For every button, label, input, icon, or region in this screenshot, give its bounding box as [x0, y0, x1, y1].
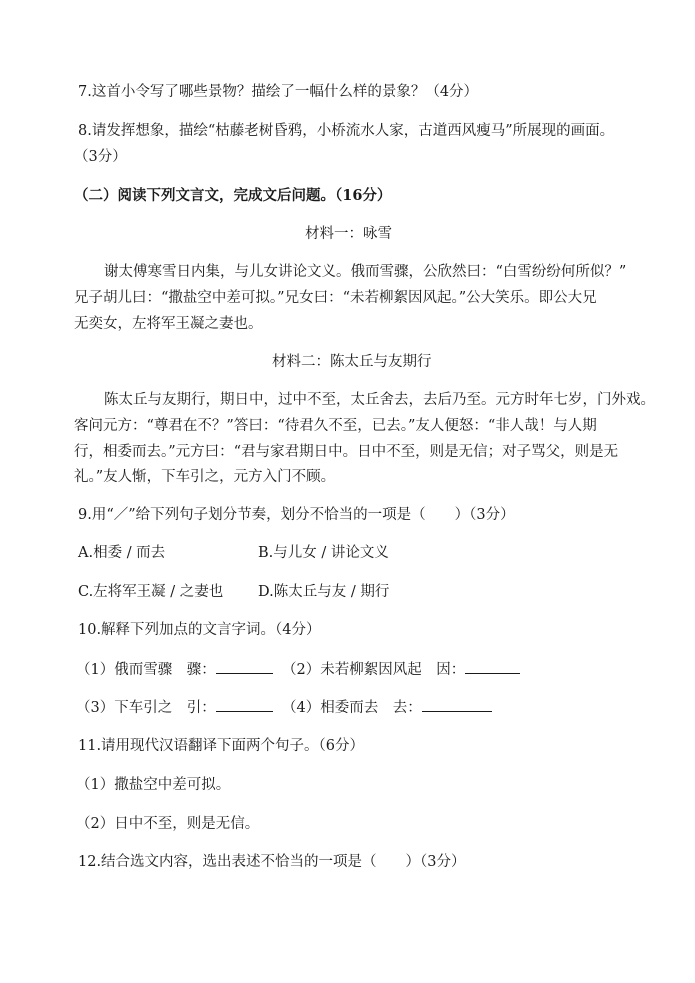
question-8-line-2: （3分） [74, 149, 127, 165]
question-10-item-4-prompt: （4）相委而去 去： [282, 700, 422, 716]
question-10-stem: 10.解释下列加点的文言字词。（4分） [78, 622, 321, 638]
question-10-item-2-prompt: （2）未若柳絮因风起 因： [282, 662, 466, 678]
answer-blank-2[interactable] [465, 659, 520, 674]
question-11-stem: 11.请用现代汉语翻译下面两个句子。（6分） [78, 738, 365, 754]
material-2-line-3: 行，相委而去。”元方曰：“君与家君期日中。日中不至，则是无信；对子骂父，则是无 [74, 444, 619, 460]
material-2-line-1: 陈太丘与友期行，期日中，过中不至，太丘舍去，去后乃至。元方时年七岁，门外戏。 [104, 392, 655, 408]
answer-blank-3[interactable] [216, 697, 273, 712]
question-10-item-2 [282, 659, 520, 680]
material-1-line-2: 兄子胡儿曰：“撒盐空中差可拟。”兄女曰：“未若柳絮因风起。”公大笑乐。即公大兄 [74, 290, 597, 306]
question-9-option-a: A.相委 / 而去 [78, 545, 166, 561]
material-1-line-1: 谢太傅寒雪日内集，与儿女讲论文义。俄而雪骤，公欣然曰：“白雪纷纷何所似？” [104, 264, 627, 280]
question-10-item-4 [282, 697, 492, 718]
material-2-title: 材料二：陈太丘与友期行 [272, 354, 432, 370]
question-8-line-1: 8.请发挥想象，描绘“枯藤老树昏鸦，小桥流水人家，古道西风瘦马”所展现的画面。 [78, 123, 615, 139]
question-11-sentence-1: （1）撒盐空中差可拟。 [76, 777, 231, 793]
question-10-item-3 [76, 697, 273, 718]
question-11-sentence-2: （2）日中不至，则是无信。 [76, 816, 260, 832]
question-7: 7.这首小令写了哪些景物？描绘了一幅什么样的景象？（4分） [78, 84, 479, 100]
section-2-heading: （二）阅读下列文言文，完成文后问题。（16分） [74, 187, 392, 204]
question-10-item-1-prompt: （1）俄而雪骤 骤： [76, 662, 216, 678]
material-1-title: 材料一：咏雪 [305, 226, 392, 242]
answer-blank-4[interactable] [422, 697, 492, 712]
question-9-option-c: C.左将军王凝 / 之妻也 [78, 584, 224, 600]
question-10-item-3-prompt: （3）下车引之 引： [76, 700, 216, 716]
question-12-stem: 12.结合选文内容，选出表述不恰当的一项是（ ）（3分） [78, 854, 466, 870]
answer-blank-1[interactable] [216, 659, 273, 674]
material-1-line-3: 无奕女，左将军王凝之妻也。 [74, 316, 263, 332]
question-9-option-b: B.与儿女 / 讲论文义 [258, 545, 389, 561]
question-9-option-d: D.陈太丘与友 / 期行 [258, 584, 390, 600]
question-10-item-1 [76, 659, 273, 680]
material-2-line-4: 礼。”友人惭，下车引之，元方入门不顾。 [74, 469, 336, 485]
material-2-line-2: 客问元方：“尊君在不？”答曰：“待君久不至，已去。”友人便怒：“非人哉！与人期 [74, 418, 597, 434]
question-9-stem: 9.用“／”给下列句子划分节奏，划分不恰当的一项是（ ）（3分） [78, 507, 515, 523]
